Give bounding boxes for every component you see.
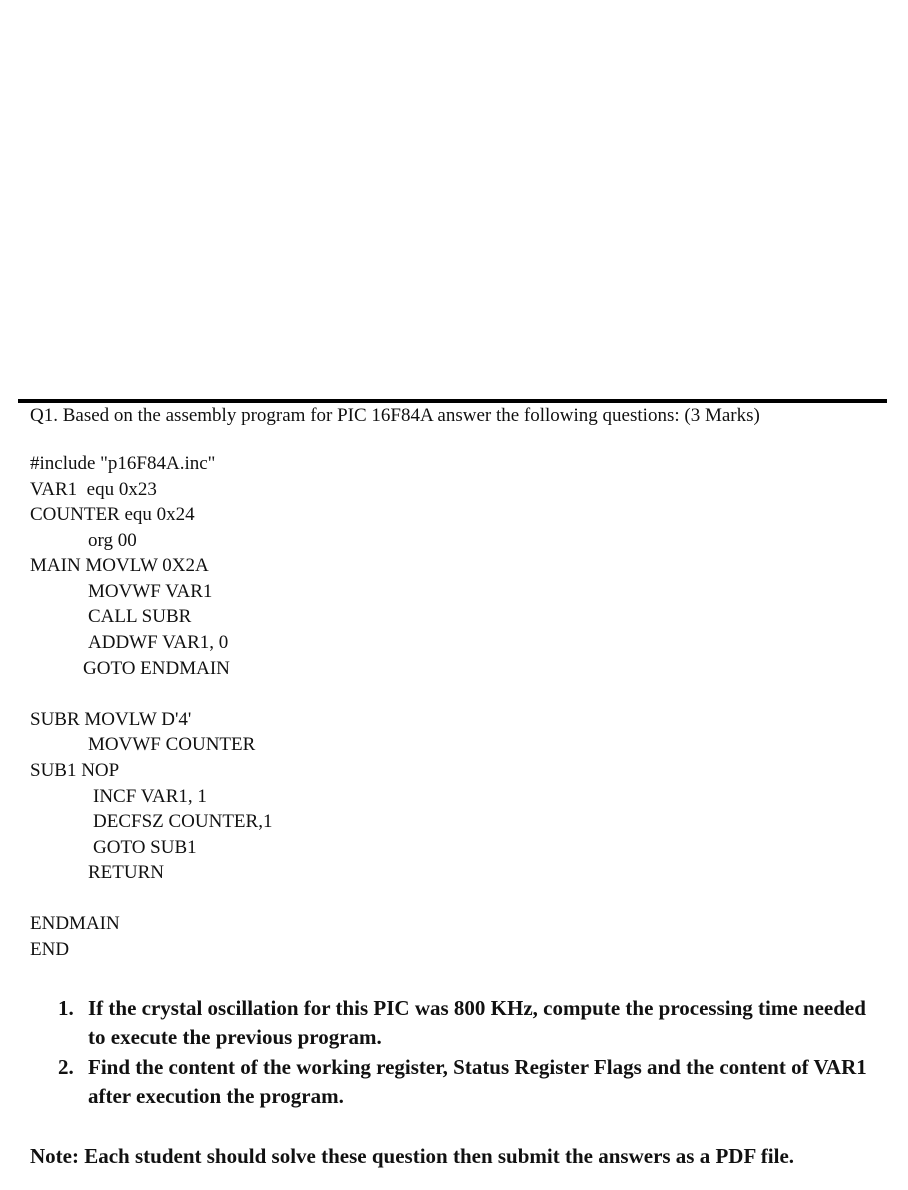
code-end: END [30, 939, 70, 960]
code-counter-equ: COUNTER equ 0x24 [30, 504, 195, 525]
code-call-subr: CALL SUBR [88, 606, 192, 627]
code-var1-equ: VAR1 equ 0x23 [30, 479, 157, 500]
question-text: If the crystal oscillation for this PIC was 800 KHz, compute the processing time needed to execute the previous program. [88, 996, 866, 1049]
code-decfsz-counter: DECFSZ COUNTER,1 [93, 811, 273, 832]
question-heading: Q1. Based on the assembly program for PIC 16F84A answer the following questions: (3 Marks) [30, 405, 760, 426]
list-item [56, 1053, 876, 1111]
code-addwf-var1: ADDWF VAR1, 0 [88, 632, 229, 653]
code-include: #include "p16F84A.inc" [30, 453, 216, 474]
question-list [56, 994, 876, 1111]
code-sub1-nop: SUB1 NOP [30, 760, 120, 781]
code-return: RETURN [88, 862, 164, 883]
code-endmain: ENDMAIN [30, 913, 120, 934]
list-item [56, 994, 876, 1052]
code-main-movlw: MAIN MOVLW 0X2A [30, 555, 209, 576]
code-movwf-var1: MOVWF VAR1 [88, 581, 213, 602]
code-goto-endmain: GOTO ENDMAIN [83, 658, 230, 679]
question-number: 1. [58, 996, 74, 1020]
question-number: 2. [58, 1055, 74, 1079]
code-goto-sub1: GOTO SUB1 [93, 837, 197, 858]
code-subr-movlw: SUBR MOVLW D'4' [30, 709, 192, 730]
code-incf-var1: INCF VAR1, 1 [93, 786, 207, 807]
code-movwf-counter: MOVWF COUNTER [88, 734, 256, 755]
question-text: Find the content of the working register, Status Register Flags and the content of VAR1 after execution the program. [88, 1055, 867, 1108]
section-divider [18, 399, 887, 403]
submission-note: Note: Each student should solve these question then submit the answers as a PDF file. [30, 1144, 795, 1168]
code-org: org 00 [88, 530, 137, 551]
